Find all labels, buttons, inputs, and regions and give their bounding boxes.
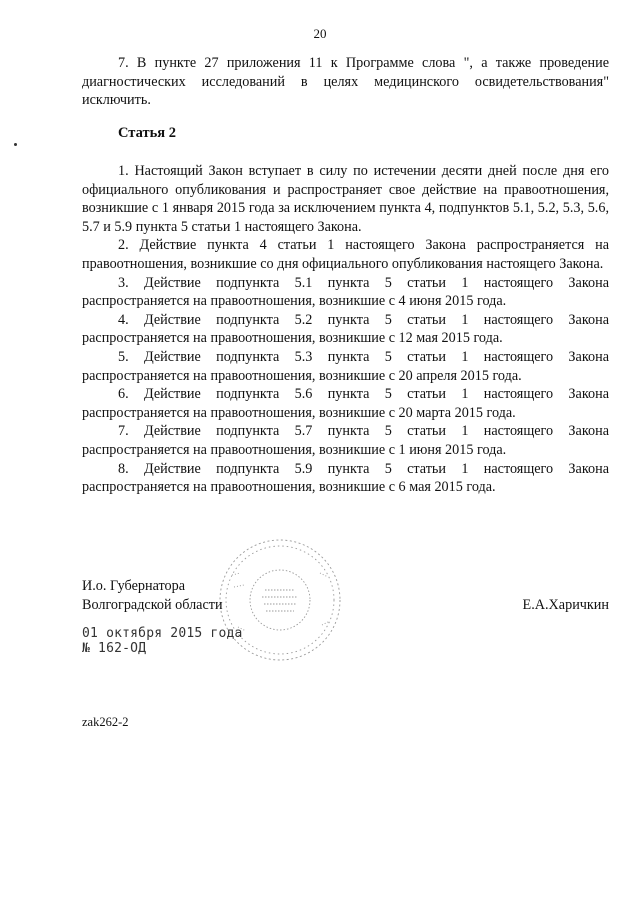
signatory-name: Е.А.Харичкин <box>522 597 609 613</box>
article-paragraph: 5. Действие подпункта 5.3 пункта 5 статьи 1 настоящего Закона распространяется на правоотношения, возникшие с 20 апреля 2015 года. <box>82 348 609 384</box>
article-paragraph: 8. Действие подпункта 5.9 пункта 5 статьи 1 настоящего Закона распространяется на правоотношения, возникшие с 6 мая 2015 года. <box>82 460 609 496</box>
page-number: 20 <box>313 26 327 41</box>
stray-mark <box>14 143 17 146</box>
signatory-title-line: Волгоградской области <box>82 596 223 613</box>
official-stamp-seal <box>210 535 350 665</box>
stamp-inner-ring <box>250 570 310 630</box>
stamp-inner-text-marks <box>262 590 298 611</box>
article-heading: Статья 2 <box>118 125 176 141</box>
signatory-title-line: И.о. Губернатора <box>82 578 185 594</box>
paragraph-text: 7. В пункте 27 приложения 11 к Программе слова ", а также проведение диагностических исследований в целях медицинского освидетельствования" исключить. <box>82 55 609 109</box>
article-paragraph: 1. Настоящий Закон вступает в силу по истечении десяти дней после дня его официального опубликования и распространяет свое действие на правоотношения, возникшие с 1 января 2015 года за исключением пункта 4, подпунктов 5.1, 5.2, 5.3, 5.6, 5.7 и 5.9 пункта 5 статьи 1 настоящего Закона. <box>82 163 609 235</box>
registration-number: № 162-ОД <box>82 641 147 656</box>
article-paragraph: 3. Действие подпункта 5.1 пункта 5 статьи 1 настоящего Закона распространяется на правоотношения, возникшие с 4 июня 2015 года. <box>82 274 609 310</box>
stamp-rings <box>220 540 340 660</box>
article-paragraph: 7. Действие подпункта 5.7 пункта 5 статьи 1 настоящего Закона распространяется на правоотношения, возникшие с 1 июня 2015 года. <box>82 423 609 458</box>
article-paragraph: 4. Действие подпункта 5.2 пункта 5 статьи 1 настоящего Закона распространяется на правоотношения, возникшие с 12 мая 2015 года. <box>82 311 609 347</box>
signatory-title <box>82 577 223 614</box>
document-code: zak262-2 <box>82 715 129 729</box>
article-paragraph: 2. Действие пункта 4 статьи 1 настоящего Закона распространяется на правоотношения, возникшие со дня официального опубликования настоящего Закона. <box>82 237 609 272</box>
amendment-paragraph-7 <box>82 54 609 110</box>
article-2-body <box>82 162 609 497</box>
article-paragraph: 6. Действие подпункта 5.6 пункта 5 статьи 1 настоящего Закона распространяется на правоотношения, возникшие с 20 марта 2015 года. <box>82 386 609 421</box>
registration-date: 01 октября 2015 года <box>82 626 243 641</box>
stamp-outer-ring <box>220 540 340 660</box>
